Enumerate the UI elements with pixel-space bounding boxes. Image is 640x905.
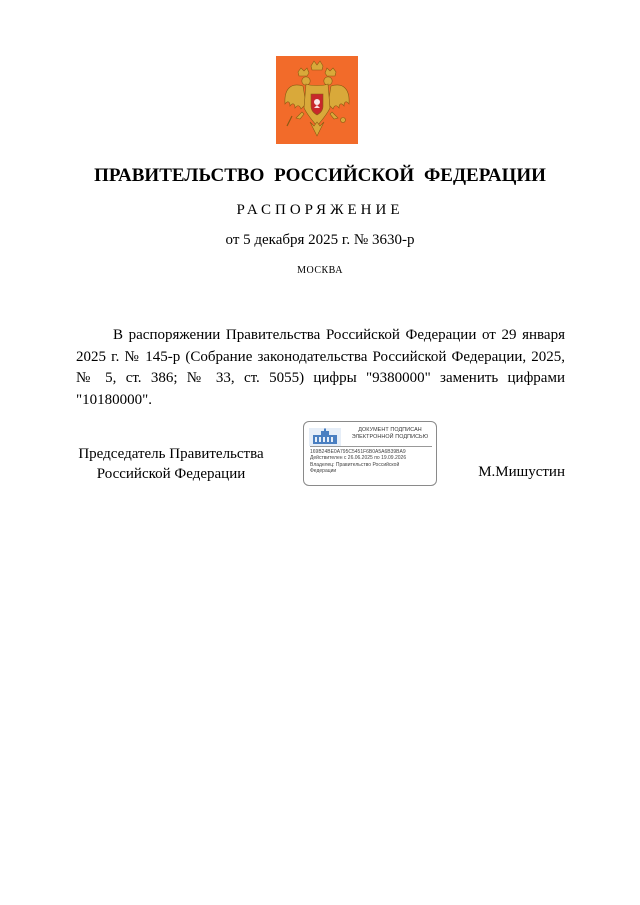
electronic-signature-stamp [303,421,437,486]
stamp-details [310,449,434,474]
signatory-position [76,444,266,484]
signatory-name: М.Мишустин [478,464,565,480]
government-title: ПРАВИТЕЛЬСТВО РОССИЙСКОЙ ФЕДЕРАЦИИ [94,165,546,186]
stamp-title-line1: ДОКУМЕНТ ПОДПИСАН [358,427,422,433]
document-date-number: от 5 декабря 2025 г. № 3630-р [225,232,415,248]
stamp-title-line2: ЭЛЕКТРОННОЙ ПОДПИСЬЮ [351,434,429,440]
stamp-owner-line2: Федерации [310,467,337,474]
stamp-owner-line1: Владелец: Правительство Российской [310,461,400,468]
stamp-certificate: 169B24BE0A795C5451F6B0A5A6B39BA9 [310,449,406,455]
order-paragraph: В распоряжении Правительства Российской Федерации от 29 января 2025 г. № 145-р (Собрание законодательства Российской Федерации, 2025, № 5, ст. 386; № 33, ст. 5055) цифры "9380000" заменить цифрами "10180000". [76,327,565,408]
government-building-icon [309,428,341,446]
russian-coat-of-arms-icon [276,56,358,144]
document-type: РАСПОРЯЖЕНИЕ [236,202,404,218]
stamp-divider [310,446,432,447]
stamp-title [344,427,436,441]
stamp-validity: Действителен с 26.06.2025 по 19.09.2026 [310,455,407,462]
signatory-position-line1: Председатель Правительства [78,446,264,462]
signatory-position-line2: Российской Федерации [96,466,246,482]
document-city: МОСКВА [297,265,343,276]
